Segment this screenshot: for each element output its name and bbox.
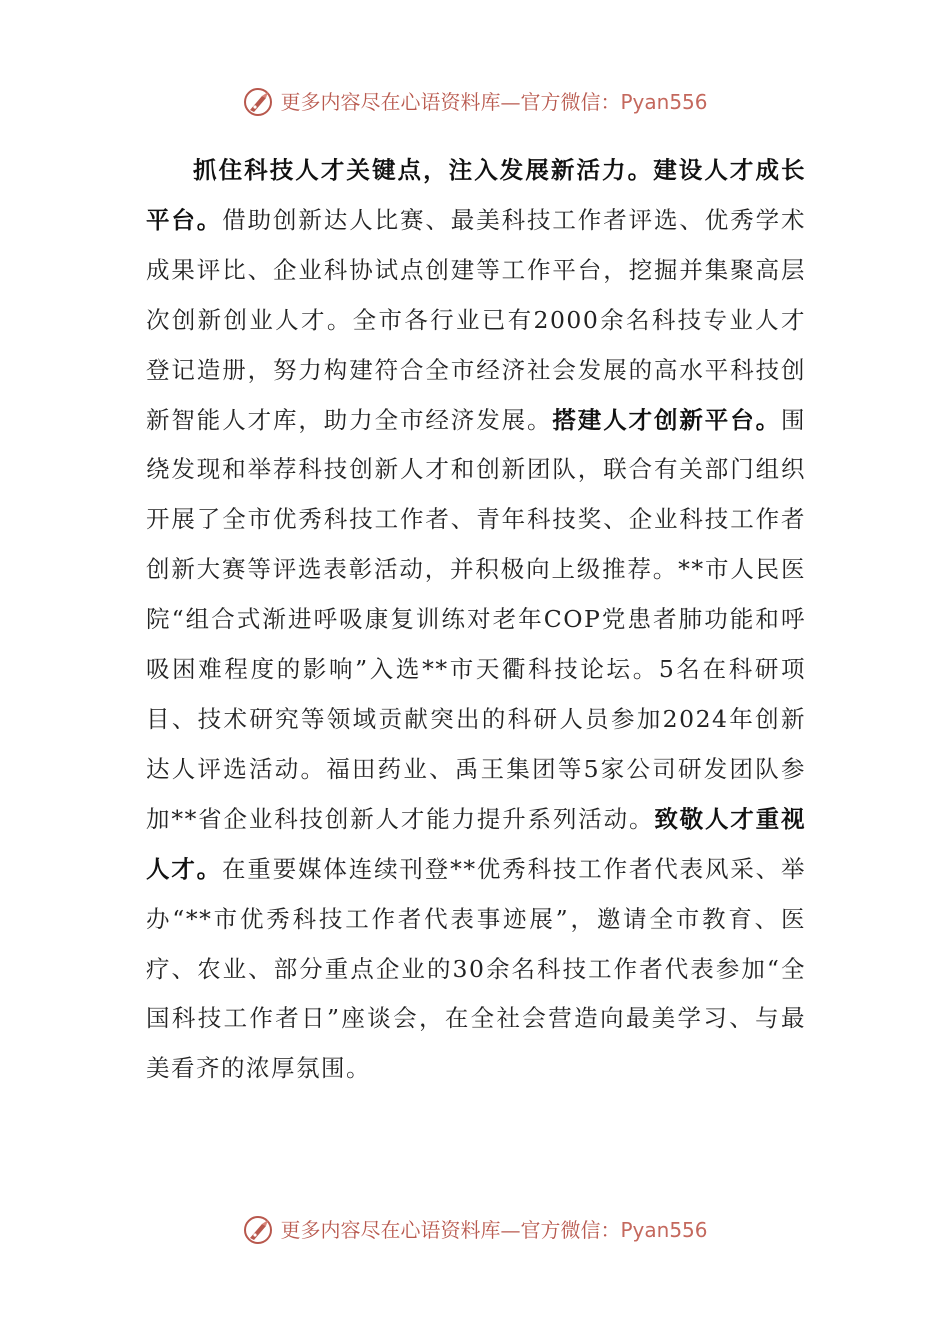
lead-heading: 抓住科技人才关键点，注入发展新活力。	[193, 156, 654, 184]
body-text-growth-platform: 借助创新达人比赛、最美科技工作者评选、优秀学术成果评比、企业科协试点创建等工作平台，挖掘并集聚高层次创新创业人才。全市各行业已有2000余名科技专业人才登记造册，努力构建符合全市经济社会发展的高水平科技创新智能人才库，助力全市经济发展。	[146, 205, 807, 434]
body-paragraph	[146, 146, 806, 1094]
watermark-text	[280, 82, 707, 122]
footer-watermark	[0, 1210, 950, 1250]
watermark-text	[280, 1210, 707, 1250]
body-text-innovation-platform: 围绕发现和举荐科技创新人才和创新团队，联合有关部门组织开展了全市优秀科技工作者、青年科技奖、企业科技工作者创新大赛等评选表彰活动，并积极向上级推荐。**市人民医院“组合式渐进呼吸康复训练对老年COP党患者肺功能和呼吸困难程度的影响”入选**市天衢科技论坛。5名在科研项目、技术研究等领域贡献突出的科研人员参加2024年创新达人评选活动。福田药业、禹王集团等5家公司研发团队参加**省企业科技创新人才能力提升系列活动。	[146, 405, 807, 833]
watermark-prefix: 更多内容尽在心语资料库—官方微信：	[280, 1218, 621, 1242]
subheading-growth-platform: 建设人才成长平台。	[146, 156, 807, 234]
subheading-honor-talent: 致敬人才重视人才。	[146, 804, 807, 883]
body-text-honor-talent: 在重要媒体连续刊登**优秀科技工作者代表风采、举办“**市优秀科技工作者代表事迹展”，邀请全市教育、医疗、农业、部分重点企业的30余名科技工作者代表参加“全国科技工作者日”座谈会，在全社会营造向最美学习、与最美看齐的浓厚氛围。	[146, 854, 807, 1083]
header-watermark	[0, 82, 950, 122]
watermark-prefix: 更多内容尽在心语资料库—官方微信：	[280, 90, 621, 114]
watermark-handle: Pyan556	[620, 90, 708, 114]
document-body	[146, 146, 806, 1094]
pen-nib-logo-icon	[242, 1214, 274, 1246]
subheading-innovation-platform: 搭建人才创新平台。	[552, 405, 782, 434]
pen-nib-logo-icon	[242, 86, 274, 118]
watermark-handle: Pyan556	[620, 1218, 708, 1242]
